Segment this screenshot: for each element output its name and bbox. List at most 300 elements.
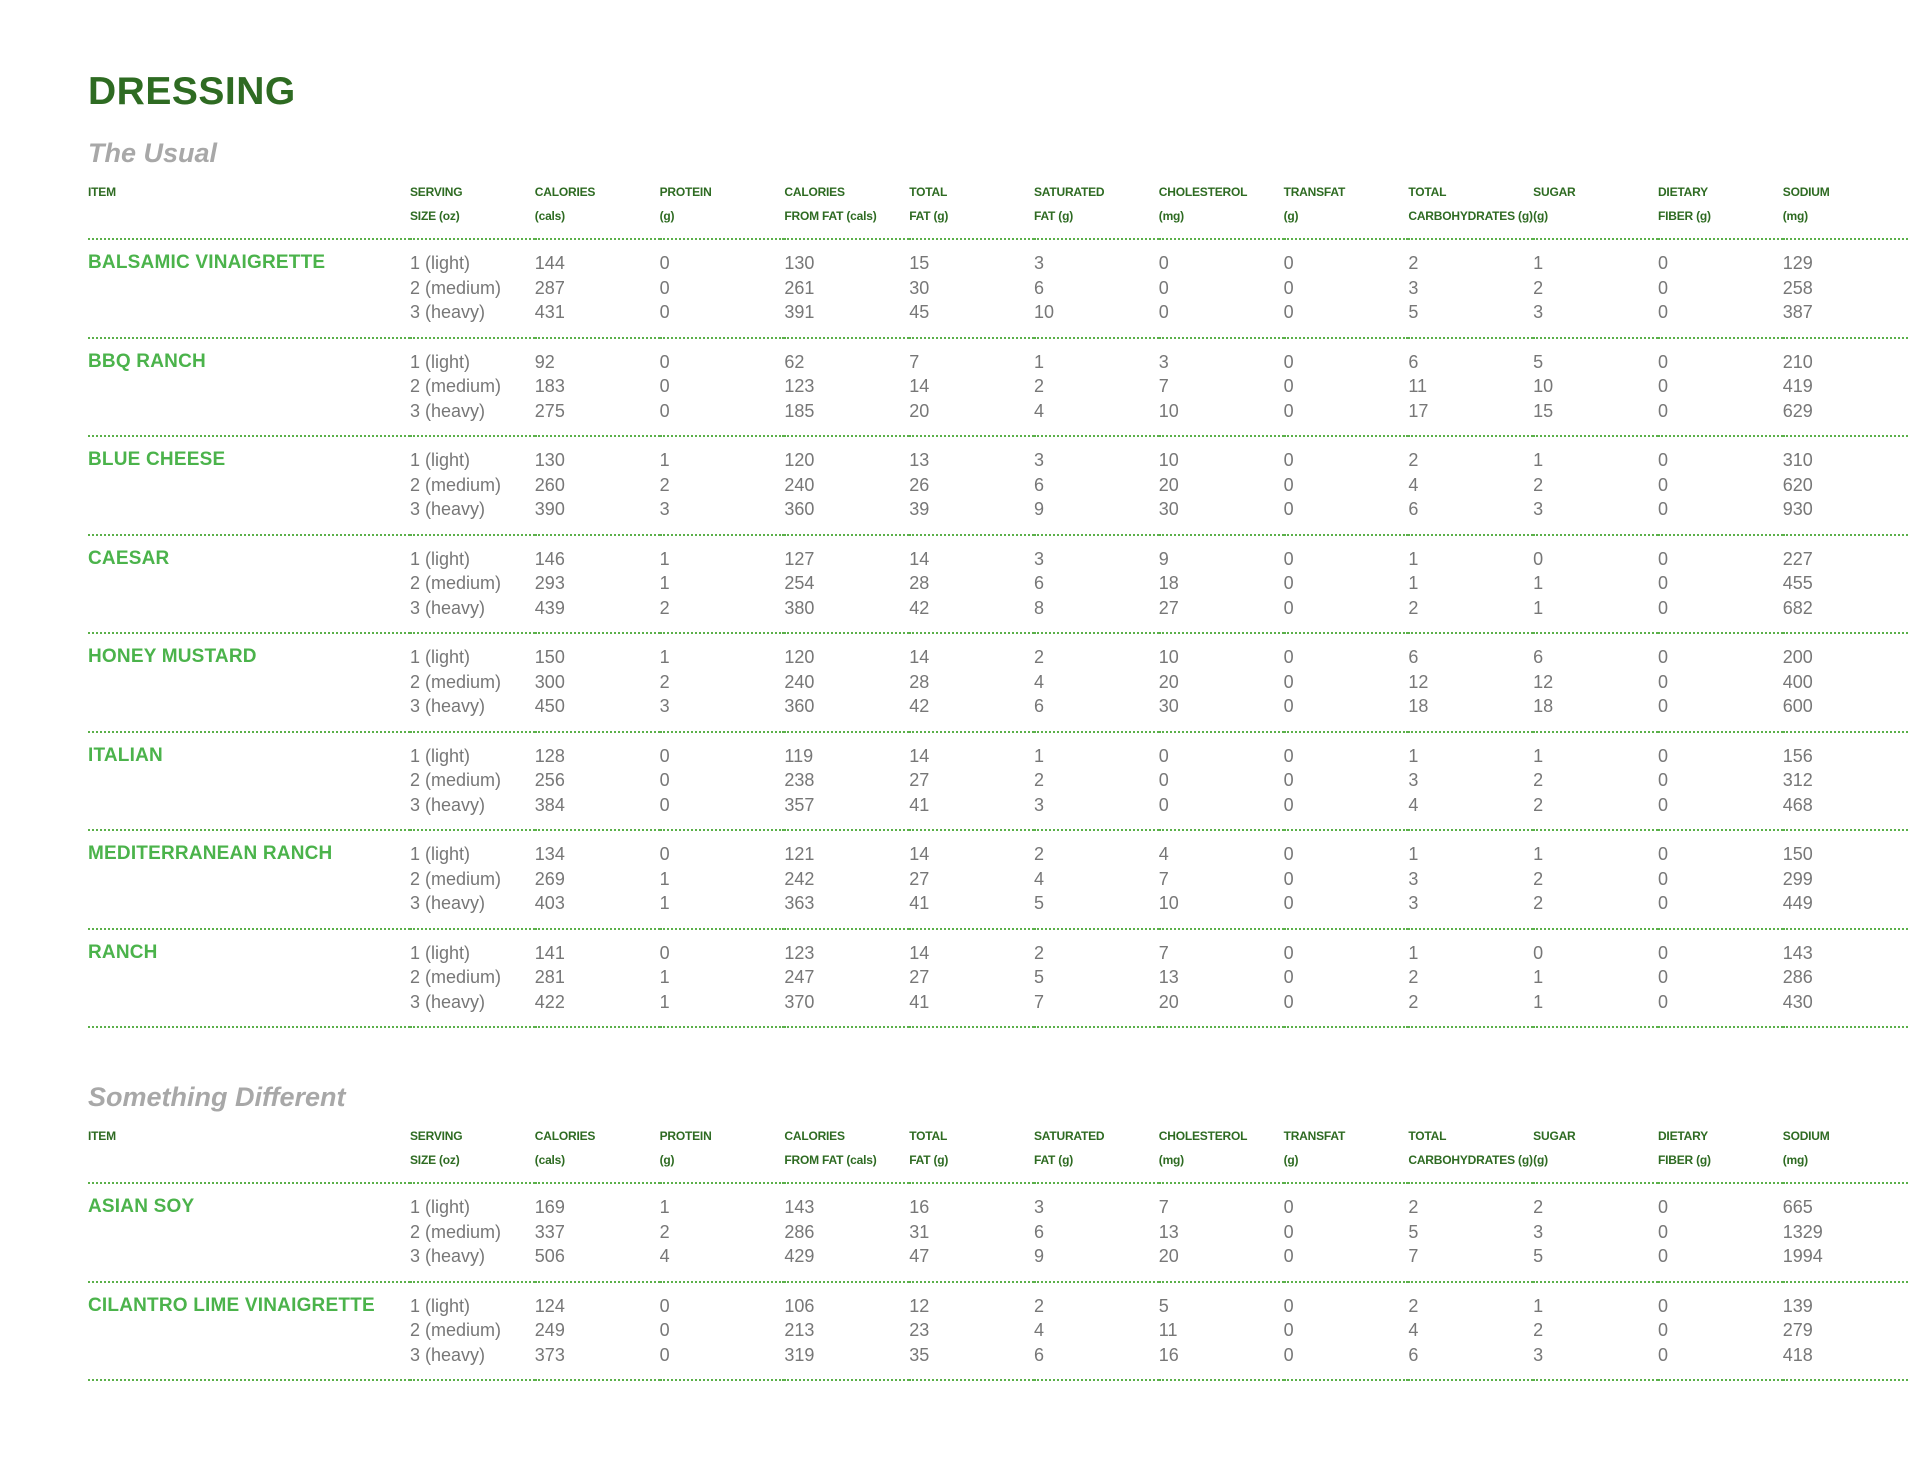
- nutrition-values: [909, 732, 1034, 831]
- nutrition-value: 1: [659, 548, 670, 569]
- nutrition-value: 5: [1033, 893, 1044, 913]
- nutrition-value: 1: [659, 647, 670, 667]
- nutrition-value: 0: [659, 1320, 670, 1340]
- nutrition-value: 5: [1408, 302, 1419, 322]
- nutrition-value: 4: [1033, 671, 1044, 692]
- table-row: [88, 239, 1908, 338]
- column-header-line: [88, 1148, 410, 1172]
- nutrition-value: 18: [1408, 696, 1429, 716]
- nutrition-value: 13: [1158, 1221, 1179, 1242]
- nutrition-value: 41: [909, 794, 930, 815]
- column-header: [1783, 1116, 1908, 1183]
- nutrition-values: [1408, 633, 1533, 732]
- column-header: [1034, 1116, 1159, 1183]
- nutrition-value: 0: [1283, 647, 1294, 667]
- column-header: [784, 172, 909, 239]
- nutrition-value: 2: [1033, 770, 1044, 790]
- column-header-line: (g): [659, 209, 675, 223]
- nutrition-values: [1533, 239, 1658, 338]
- nutrition-value: 6: [1033, 1344, 1044, 1365]
- column-header-line: SERVING: [410, 1129, 463, 1143]
- nutrition-value: 0: [1283, 1221, 1294, 1242]
- nutrition-values: [535, 830, 660, 929]
- nutrition-value: 0: [1158, 277, 1169, 298]
- nutrition-value: 0: [1283, 1197, 1294, 1217]
- nutrition-value: 373: [534, 1344, 565, 1365]
- nutrition-value: 6: [1033, 474, 1044, 495]
- nutrition-value: 2: [1033, 844, 1044, 864]
- nutrition-values: [1034, 436, 1159, 535]
- nutrition-values: [1159, 535, 1284, 634]
- nutrition-values: [1658, 830, 1783, 929]
- nutrition-value: 0: [1657, 474, 1668, 495]
- nutrition-values: [1533, 830, 1658, 929]
- nutrition-value: 16: [909, 1197, 930, 1217]
- nutrition-values: [1658, 338, 1783, 437]
- nutrition-values: [1533, 338, 1658, 437]
- nutrition-value: 0: [1283, 573, 1294, 593]
- column-header-line: (g): [659, 1153, 675, 1167]
- nutrition-value: 150: [1782, 844, 1813, 864]
- nutrition-values: [909, 633, 1034, 732]
- nutrition-values: [660, 830, 785, 929]
- nutrition-value: 3: [1533, 499, 1544, 519]
- nutrition-value: 6: [1033, 573, 1044, 593]
- nutrition-value: 1 (light): [410, 450, 471, 470]
- nutrition-value: 0: [1283, 942, 1294, 963]
- nutrition-values: [1783, 929, 1908, 1028]
- nutrition-value: 130: [534, 450, 565, 470]
- item-name: BBQ RANCH: [88, 338, 410, 437]
- nutrition-values: [1408, 830, 1533, 929]
- nutrition-value: 227: [1782, 548, 1813, 569]
- nutrition-value: 2 (medium): [410, 1221, 502, 1242]
- nutrition-value: 0: [1283, 351, 1294, 372]
- nutrition-value: 3 (heavy): [410, 1344, 486, 1365]
- nutrition-value: 150: [534, 647, 565, 667]
- nutrition-values: [1034, 239, 1159, 338]
- table-row: [88, 1183, 1908, 1282]
- nutrition-value: 0: [1283, 474, 1294, 495]
- nutrition-value: 12: [909, 1295, 930, 1316]
- nutrition-value: 1: [1533, 450, 1544, 470]
- nutrition-values: [535, 732, 660, 831]
- nutrition-value: 30: [1158, 696, 1179, 716]
- nutrition-values: [1783, 535, 1908, 634]
- nutrition-values: [1284, 436, 1409, 535]
- nutrition-value: 312: [1782, 770, 1813, 790]
- nutrition-value: 3 (heavy): [410, 991, 486, 1012]
- column-header: [1533, 172, 1658, 239]
- nutrition-values: [410, 436, 535, 535]
- nutrition-value: 1: [659, 893, 670, 913]
- nutrition-values: [784, 239, 909, 338]
- nutrition-values: [1408, 535, 1533, 634]
- nutrition-values: [1783, 239, 1908, 338]
- nutrition-value: 7: [1408, 1246, 1419, 1266]
- section-title: Something Different: [88, 1082, 346, 1112]
- nutrition-values: [784, 338, 909, 437]
- column-header: [1658, 1116, 1783, 1183]
- column-header-line: ITEM: [88, 185, 116, 199]
- nutrition-value: 3: [1533, 1344, 1544, 1365]
- nutrition-value: 0: [1283, 770, 1294, 790]
- nutrition-values: [660, 633, 785, 732]
- nutrition-values: [1533, 535, 1658, 634]
- nutrition-value: 139: [1782, 1295, 1813, 1316]
- nutrition-value: 930: [1782, 499, 1813, 519]
- nutrition-values: [784, 436, 909, 535]
- table-row: [88, 929, 1908, 1028]
- nutrition-value: 260: [534, 474, 565, 495]
- nutrition-value: 2 (medium): [410, 573, 502, 593]
- nutrition-value: 1: [1033, 745, 1044, 766]
- nutrition-value: 127: [784, 548, 815, 569]
- nutrition-value: 20: [1158, 474, 1179, 495]
- nutrition-values: [1533, 1183, 1658, 1282]
- nutrition-value: 4: [1408, 474, 1419, 495]
- nutrition-values: [410, 732, 535, 831]
- nutrition-values: [909, 338, 1034, 437]
- nutrition-value: 0: [1283, 302, 1294, 322]
- nutrition-value: 0: [1657, 499, 1668, 519]
- nutrition-values: [410, 535, 535, 634]
- column-header: [1284, 1116, 1409, 1183]
- nutrition-values: [1034, 1282, 1159, 1381]
- nutrition-value: 0: [1657, 302, 1668, 322]
- column-header: [1533, 1116, 1658, 1183]
- nutrition-value: 0: [1533, 548, 1544, 569]
- nutrition-value: 2: [1408, 253, 1419, 273]
- nutrition-value: 23: [909, 1320, 930, 1340]
- nutrition-value: 156: [1782, 745, 1813, 766]
- nutrition-value: 185: [784, 400, 815, 421]
- nutrition-value: 0: [1657, 671, 1668, 692]
- nutrition-value: 0: [1657, 1295, 1668, 1316]
- nutrition-value: 3 (heavy): [410, 302, 486, 322]
- column-header-line: (cals): [534, 209, 565, 223]
- nutrition-value: 1994: [1782, 1246, 1823, 1266]
- nutrition-value: 2: [1408, 991, 1419, 1012]
- nutrition-value: 2 (medium): [410, 671, 502, 692]
- nutrition-value: 10: [1158, 647, 1179, 667]
- nutrition-value: 3: [1158, 351, 1169, 372]
- nutrition-value: 403: [534, 893, 565, 913]
- nutrition-values: [1159, 830, 1284, 929]
- nutrition-value: 9: [1033, 1246, 1044, 1266]
- nutrition-value: 144: [534, 253, 565, 273]
- nutrition-value: 0: [1657, 868, 1668, 889]
- nutrition-value: 1: [659, 868, 670, 889]
- nutrition-value: 10: [1158, 400, 1179, 421]
- nutrition-value: 120: [784, 450, 815, 470]
- nutrition-value: 1: [1408, 844, 1419, 864]
- nutrition-value: 3: [1408, 770, 1419, 790]
- nutrition-value: 11: [1158, 1320, 1178, 1340]
- nutrition-value: 20: [909, 400, 930, 421]
- nutrition-value: 2 (medium): [410, 770, 502, 790]
- nutrition-value: 0: [1657, 400, 1668, 421]
- nutrition-value: 1: [1533, 1295, 1544, 1316]
- nutrition-value: 27: [909, 967, 930, 987]
- nutrition-value: 20: [1158, 991, 1179, 1012]
- column-header: [535, 1116, 660, 1183]
- column-header-line: (mg): [1782, 1153, 1808, 1167]
- nutrition-value: 169: [534, 1197, 565, 1217]
- column-header-line: (g): [1283, 1153, 1299, 1167]
- nutrition-values: [410, 633, 535, 732]
- column-header: [535, 172, 660, 239]
- nutrition-values: [784, 1183, 909, 1282]
- nutrition-values: [1658, 1282, 1783, 1381]
- nutrition-values: [909, 830, 1034, 929]
- nutrition-value: 380: [784, 597, 815, 618]
- nutrition-value: 18: [1158, 573, 1179, 593]
- nutrition-values: [660, 1183, 785, 1282]
- nutrition-value: 0: [1657, 1246, 1668, 1266]
- nutrition-value: 242: [784, 868, 815, 889]
- nutrition-value: 0: [659, 794, 670, 815]
- nutrition-value: 2: [1033, 647, 1044, 667]
- nutrition-value: 431: [534, 302, 565, 322]
- nutrition-value: 1: [659, 573, 670, 593]
- nutrition-value: 0: [659, 1344, 670, 1365]
- nutrition-value: 1: [1533, 967, 1544, 987]
- table-row: [88, 633, 1908, 732]
- column-header-line: CALORIES: [534, 185, 596, 199]
- nutrition-value: 0: [659, 745, 670, 766]
- nutrition-value: 30: [909, 277, 930, 298]
- nutrition-value: 2 (medium): [410, 474, 502, 495]
- nutrition-value: 0: [659, 277, 670, 298]
- nutrition-value: 2: [1533, 1197, 1544, 1217]
- nutrition-values: [909, 436, 1034, 535]
- column-header-line: (cals): [534, 1153, 565, 1167]
- nutrition-value: 1 (light): [410, 1197, 471, 1217]
- column-header-line: (g): [1283, 209, 1299, 223]
- nutrition-value: 10: [1033, 302, 1055, 322]
- nutrition-value: 506: [534, 1246, 565, 1266]
- nutrition-values: [1783, 633, 1908, 732]
- nutrition-value: 468: [1782, 794, 1813, 815]
- nutrition-value: 15: [1533, 400, 1554, 421]
- nutrition-value: 3 (heavy): [410, 499, 486, 519]
- nutrition-value: 2: [1408, 1295, 1419, 1316]
- column-header-line: CALORIES: [784, 185, 845, 199]
- nutrition-value: 238: [784, 770, 815, 790]
- nutrition-values: [410, 239, 535, 338]
- nutrition-value: 0: [1283, 1246, 1294, 1266]
- column-header-line: PROTEIN: [659, 185, 712, 199]
- nutrition-value: 2: [659, 597, 670, 618]
- nutrition-value: 7: [909, 351, 920, 372]
- nutrition-value: 143: [784, 1197, 815, 1217]
- nutrition-value: 2: [659, 671, 670, 692]
- nutrition-value: 0: [1158, 745, 1169, 766]
- nutrition-value: 2: [1533, 770, 1544, 790]
- nutrition-value: 141: [534, 942, 565, 963]
- nutrition-value: 0: [1283, 597, 1294, 618]
- nutrition-value: 2 (medium): [410, 277, 502, 298]
- nutrition-value: 0: [1657, 573, 1668, 593]
- nutrition-values: [1034, 633, 1159, 732]
- column-header-line: CALORIES: [534, 1129, 596, 1143]
- column-header: [1159, 1116, 1284, 1183]
- nutrition-value: 0: [1283, 893, 1294, 913]
- nutrition-values: [1159, 338, 1284, 437]
- nutrition-values: [535, 338, 660, 437]
- nutrition-value: 2: [659, 1221, 670, 1242]
- column-header-line: TOTAL: [1408, 1129, 1447, 1143]
- nutrition-value: 2: [1408, 450, 1419, 470]
- nutrition-value: 14: [909, 548, 930, 569]
- nutrition-values: [1783, 1183, 1908, 1282]
- nutrition-value: 3: [1408, 893, 1419, 913]
- item-name: RANCH: [88, 929, 410, 1028]
- nutrition-value: 134: [534, 844, 565, 864]
- nutrition-value: 1 (light): [410, 548, 471, 569]
- nutrition-value: 310: [1782, 450, 1813, 470]
- nutrition-value: 286: [784, 1221, 815, 1242]
- nutrition-value: 3: [1033, 450, 1044, 470]
- nutrition-value: 0: [1657, 942, 1668, 963]
- nutrition-value: 258: [1782, 277, 1813, 298]
- nutrition-value: 3: [1408, 277, 1419, 298]
- nutrition-value: 1 (light): [410, 647, 471, 667]
- column-header-line: (g): [1533, 1153, 1548, 1167]
- nutrition-value: 62: [784, 351, 805, 372]
- item-name: CAESAR: [88, 535, 410, 634]
- nutrition-value: 449: [1782, 893, 1813, 913]
- table-row: [88, 830, 1908, 929]
- nutrition-values: [1658, 929, 1783, 1028]
- column-header-line: FAT (g): [1033, 1153, 1074, 1167]
- nutrition-value: 275: [534, 400, 565, 421]
- nutrition-values: [410, 929, 535, 1028]
- nutrition-value: 400: [1782, 671, 1813, 692]
- nutrition-value: 360: [784, 499, 815, 519]
- nutrition-values: [660, 732, 785, 831]
- nutrition-values: [909, 929, 1034, 1028]
- nutrition-value: 13: [909, 450, 930, 470]
- nutrition-value: 0: [1158, 794, 1169, 815]
- nutrition-value: 0: [1283, 794, 1294, 815]
- column-header-line: (mg): [1158, 209, 1184, 223]
- nutrition-value: 0: [1657, 548, 1668, 569]
- nutrition-value: 1: [659, 1197, 670, 1217]
- nutrition-value: 5: [1158, 1295, 1169, 1316]
- nutrition-values: [1034, 929, 1159, 1028]
- nutrition-value: 4: [1158, 844, 1169, 864]
- nutrition-value: 47: [909, 1246, 930, 1266]
- nutrition-value: 3 (heavy): [410, 794, 486, 815]
- nutrition-values: [784, 929, 909, 1028]
- nutrition-value: 0: [1283, 376, 1294, 396]
- nutrition-value: 6: [1533, 647, 1544, 667]
- nutrition-value: 4: [1033, 400, 1044, 421]
- nutrition-value: 0: [1283, 548, 1294, 569]
- nutrition-value: 0: [1657, 647, 1668, 667]
- nutrition-value: 0: [1657, 770, 1668, 790]
- nutrition-values: [1658, 732, 1783, 831]
- nutrition-value: 20: [1158, 671, 1179, 692]
- nutrition-value: 0: [1283, 253, 1294, 273]
- item-name: MEDITERRANEAN RANCH: [88, 830, 410, 929]
- nutrition-value: 357: [784, 794, 815, 815]
- nutrition-values: [410, 338, 535, 437]
- nutrition-values: [1783, 338, 1908, 437]
- column-header-line: SATURATED: [1033, 1129, 1105, 1143]
- nutrition-value: 1: [1408, 942, 1419, 963]
- nutrition-values: [784, 633, 909, 732]
- column-header-line: TRANSFAT: [1283, 1129, 1346, 1143]
- nutrition-value: 0: [1283, 450, 1294, 470]
- nutrition-value: 0: [1283, 277, 1294, 298]
- nutrition-value: 5: [1533, 351, 1544, 372]
- nutrition-value: 4: [659, 1246, 670, 1266]
- nutrition-value: 0: [1158, 302, 1169, 322]
- nutrition-values: [660, 535, 785, 634]
- nutrition-value: 13: [1158, 967, 1179, 987]
- nutrition-section: [88, 134, 1853, 1028]
- nutrition-value: 11: [1408, 376, 1428, 396]
- column-header: [1284, 172, 1409, 239]
- nutrition-value: 0: [1657, 376, 1668, 396]
- nutrition-value: 0: [1657, 450, 1668, 470]
- nutrition-values: [535, 1282, 660, 1381]
- column-header: [909, 172, 1034, 239]
- nutrition-value: 1: [1533, 844, 1544, 864]
- nutrition-values: [784, 732, 909, 831]
- nutrition-value: 0: [1657, 1221, 1668, 1242]
- nutrition-value: 387: [1782, 302, 1813, 322]
- nutrition-value: 0: [1283, 696, 1294, 716]
- nutrition-value: 391: [784, 302, 815, 322]
- nutrition-value: 2: [1533, 277, 1544, 298]
- nutrition-value: 0: [1158, 770, 1169, 790]
- nutrition-values: [1159, 633, 1284, 732]
- nutrition-value: 16: [1158, 1344, 1179, 1365]
- nutrition-values: [1658, 1183, 1783, 1282]
- column-header-line: CHOLESTEROL: [1158, 1129, 1248, 1143]
- nutrition-values: [1408, 436, 1533, 535]
- nutrition-value: 3: [1033, 253, 1044, 273]
- nutrition-value: 0: [1283, 1295, 1294, 1316]
- nutrition-value: 4: [1033, 868, 1044, 889]
- column-header-line: FROM FAT (cals): [784, 209, 877, 223]
- nutrition-value: 293: [534, 573, 565, 593]
- nutrition-value: 39: [909, 499, 930, 519]
- nutrition-value: 287: [534, 277, 565, 298]
- nutrition-values: [410, 1282, 535, 1381]
- nutrition-value: 8: [1033, 597, 1044, 618]
- nutrition-value: 27: [909, 770, 930, 790]
- column-header: [1783, 172, 1908, 239]
- column-header-line: FIBER (g): [1657, 1153, 1711, 1167]
- column-header-line: SUGAR: [1533, 1129, 1576, 1143]
- nutrition-values: [1408, 338, 1533, 437]
- nutrition-value: 629: [1782, 400, 1813, 421]
- column-header-line: FAT (g): [909, 209, 949, 223]
- nutrition-value: 14: [909, 376, 930, 396]
- nutrition-value: 0: [1158, 253, 1169, 273]
- nutrition-value: 370: [784, 991, 815, 1012]
- nutrition-value: 12: [1533, 671, 1554, 692]
- nutrition-value: 0: [1657, 696, 1668, 716]
- column-header-line: DIETARY: [1657, 185, 1708, 199]
- nutrition-value: 1329: [1782, 1221, 1823, 1242]
- nutrition-value: 15: [909, 253, 930, 273]
